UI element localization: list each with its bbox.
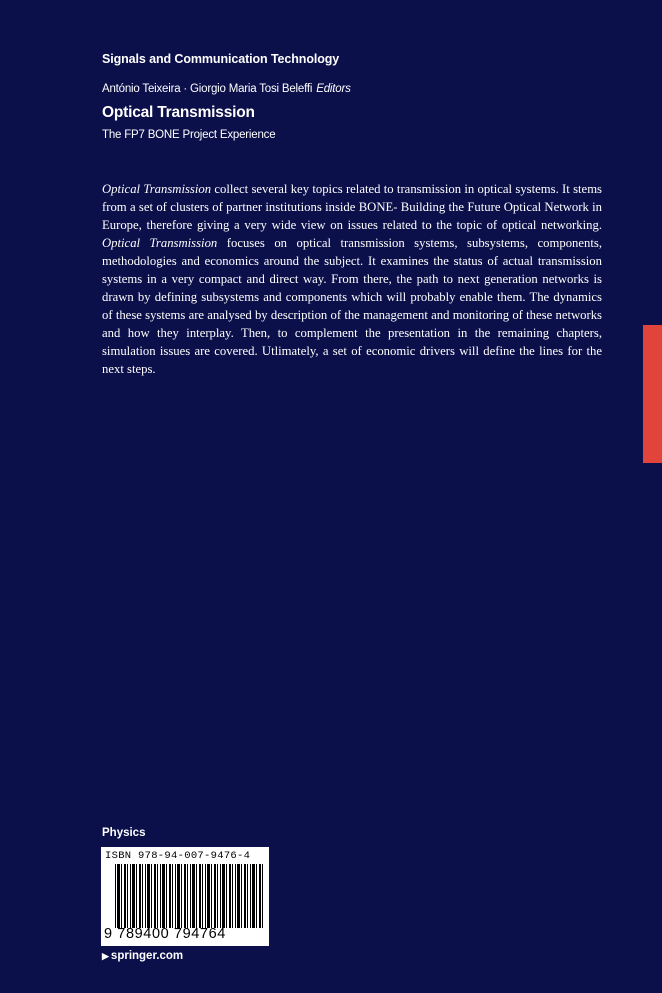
publisher-link[interactable]: [102, 950, 183, 962]
editors-role: Editors: [316, 83, 351, 95]
triangle-right-icon: ▶: [102, 951, 109, 961]
editor-names: António Teixeira · Giorgio Maria Tosi Beleffi: [102, 83, 313, 95]
barcode-bars: [115, 864, 263, 928]
blurb-title-ref-1: Optical Transmission: [102, 182, 212, 196]
editors-line: [102, 83, 351, 95]
blurb-text-2: focuses on optical transmission systems, subsystems, components, methodologies and economics around the subject. It examines the status of actual transmission systems in a very compact and direct way. From there, the path to next generation networks is drawn by defining subsystems and components which will probably enable them. The dynamics of these systems are analysed by description of the management and monitoring of these networks and how they interplay. Then, to complement the presentation in the remaining chapters, simulation issues are covered. Utlimately, a set of economic drivers will define the lines for the next steps.: [102, 236, 603, 376]
isbn-text: ISBN 978-94-007-9476-4: [105, 850, 251, 862]
book-subtitle: The FP7 BONE Project Experience: [102, 129, 276, 141]
description-blurb: [102, 180, 602, 378]
series-name: Signals and Communication Technology: [102, 52, 340, 66]
subject-category: Physics: [102, 827, 146, 839]
book-title: Optical Transmission: [102, 104, 255, 121]
blurb-title-ref-2: Optical Transmission: [102, 236, 218, 250]
publisher-url: springer.com: [110, 950, 184, 962]
isbn-barcode: [101, 847, 269, 946]
accent-tab: [643, 325, 662, 463]
ean-number: 9 789400 794764: [104, 926, 226, 942]
blurb-text-1: collect several key topics related to transmission in optical systems. It stems from a set of clusters of partner institutions inside BONE- Building the Future Optical Network in Europe, therefore giving a very wide view on issues related to the topic of optical networking.: [102, 182, 602, 232]
